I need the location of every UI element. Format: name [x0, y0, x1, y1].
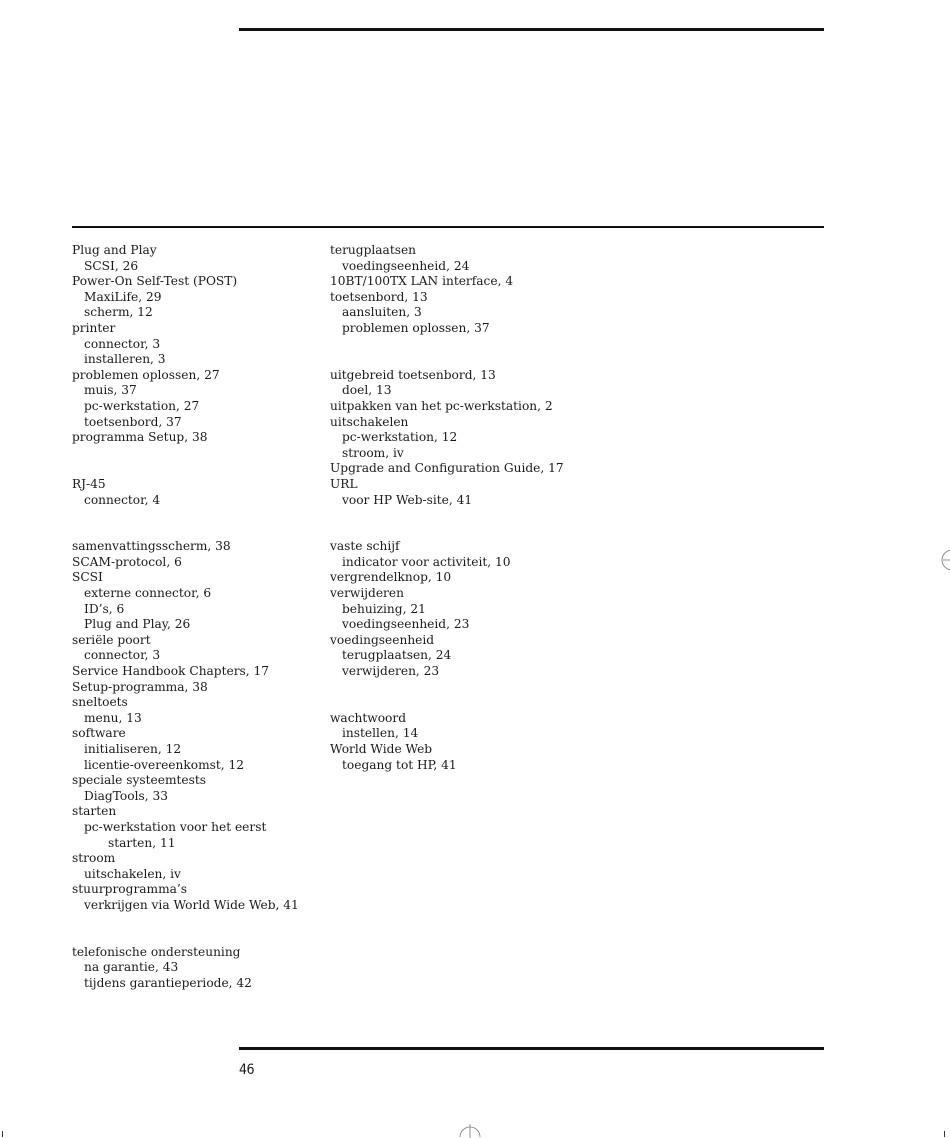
index-entry: Service Handbook Chapters, 17: [72, 664, 270, 679]
index-subentry: MaxiLife, 29: [84, 289, 162, 304]
index-entry: sneltoets: [72, 695, 128, 710]
index-subentry: uitschakelen, iv: [84, 866, 181, 881]
index-group-gap: [330, 508, 580, 539]
index-subentry: pc-werkstation, 27: [84, 398, 200, 413]
index-subentry: aansluiten, 3: [342, 305, 422, 320]
index-column-right: [330, 243, 580, 773]
index-entry: uitschakelen: [330, 414, 409, 429]
index-subentry: installeren, 3: [84, 352, 166, 367]
index-entry: uitgebreid toetsenbord, 13: [330, 367, 496, 382]
index-entry: stroom: [72, 851, 116, 866]
index-subentry: voor HP Web-site, 41: [342, 492, 473, 507]
index-subentry: tijdens garantieperiode, 42: [84, 975, 252, 990]
index-group-gap: [72, 508, 322, 539]
footer-rule: [239, 1047, 824, 1050]
index-entry: starten: [72, 804, 117, 819]
index-entry: voedingseenheid: [330, 632, 435, 647]
index-group-gap: [330, 680, 580, 711]
index-subentry: voedingseenheid, 24: [342, 258, 470, 273]
index-subentry: licentie-overeenkomst, 12: [84, 757, 245, 772]
index-subentry: problemen oplossen, 37: [342, 320, 490, 335]
index-entry: Upgrade and Configuration Guide, 17: [330, 461, 564, 476]
index-entry: seriële poort: [72, 632, 151, 647]
index-entry: wachtwoord: [330, 710, 407, 725]
index-entry: samenvattingsscherm, 38: [72, 539, 231, 554]
top-rule: [239, 28, 824, 31]
index-entry: World Wide Web: [330, 742, 433, 756]
index-subentry: verwijderen, 23: [342, 664, 440, 679]
index-entry: RJ-45: [72, 476, 106, 491]
page-number: 46: [239, 1062, 255, 1078]
index-entry: terugplaatsen: [330, 243, 417, 257]
index-entry: software: [72, 726, 126, 741]
index-subentry: verkrijgen via World Wide Web, 41: [84, 897, 299, 912]
index-subentry: initialiseren, 12: [84, 742, 182, 756]
index-entry: SCAM-protocol, 6: [72, 554, 182, 569]
index-column-left: [72, 243, 322, 992]
registration-mark-icon: [458, 1124, 482, 1138]
index-entry: vaste schijf: [330, 539, 400, 554]
index-subentry: terugplaatsen, 24: [342, 648, 452, 663]
index-subentry: externe connector, 6: [84, 586, 212, 601]
index-subentry: behuizing, 21: [342, 601, 426, 616]
index-subentry: pc-werkstation voor het eerst: [84, 819, 267, 834]
index-entry: programma Setup, 38: [72, 430, 208, 445]
index-subentry: muis, 37: [84, 383, 137, 398]
index-entry: Plug and Play: [72, 243, 157, 257]
index-subentry: Plug and Play, 26: [84, 617, 191, 632]
index-subentry: menu, 13: [84, 710, 142, 725]
index-entry: stuurprogramma’s: [72, 882, 188, 897]
crop-mark-icon: [2, 1131, 3, 1137]
index-entry: SCSI: [72, 570, 103, 585]
index-subentry: connector, 4: [84, 492, 161, 507]
index-subentry: DiagTools, 33: [84, 788, 169, 803]
index-subentry: toegang tot HP, 41: [342, 757, 457, 772]
index-subentry: scherm, 12: [84, 305, 153, 320]
index-subentry: pc-werkstation, 12: [342, 430, 458, 445]
index-entry: 10BT/100TX LAN interface, 4: [330, 274, 514, 289]
registration-mark-icon: [941, 548, 950, 572]
index-subentry: voedingseenheid, 23: [342, 617, 470, 632]
index-subentry: connector, 3: [84, 336, 161, 351]
index-subentry: starten, 11: [108, 835, 176, 850]
index-subentry: SCSI, 26: [84, 258, 139, 273]
index-entry: URL: [330, 476, 358, 491]
index-entry: Setup-programma, 38: [72, 679, 208, 694]
index-subentry: stroom, iv: [342, 445, 404, 460]
index-subentry: connector, 3: [84, 648, 161, 663]
index-subentry: toetsenbord, 37: [84, 414, 182, 429]
index-entry: Power-On Self-Test (POST): [72, 274, 238, 289]
index-entry: vergrendelknop, 10: [330, 570, 452, 585]
index-entry: speciale systeemtests: [72, 773, 207, 788]
index-subentry: na garantie, 43: [84, 960, 179, 975]
index-group-gap: [72, 914, 322, 945]
index-entry: problemen oplossen, 27: [72, 367, 220, 382]
index-entry: verwijderen: [330, 586, 404, 601]
crop-mark-icon: [944, 1131, 945, 1137]
header-rule: [72, 226, 824, 228]
index-subentry: ID’s, 6: [84, 601, 125, 616]
index-subentry: doel, 13: [342, 383, 392, 398]
index-entry: uitpakken van het pc-werkstation, 2: [330, 398, 553, 413]
index-subentry: indicator voor activiteit, 10: [342, 554, 511, 569]
index-group-gap: [330, 337, 580, 368]
index-entry: telefonische ondersteuning: [72, 944, 241, 959]
index-subentry: instellen, 14: [342, 726, 419, 741]
index-group-gap: [72, 446, 322, 477]
index-entry: toetsenbord, 13: [330, 289, 428, 304]
index-entry: printer: [72, 320, 116, 335]
